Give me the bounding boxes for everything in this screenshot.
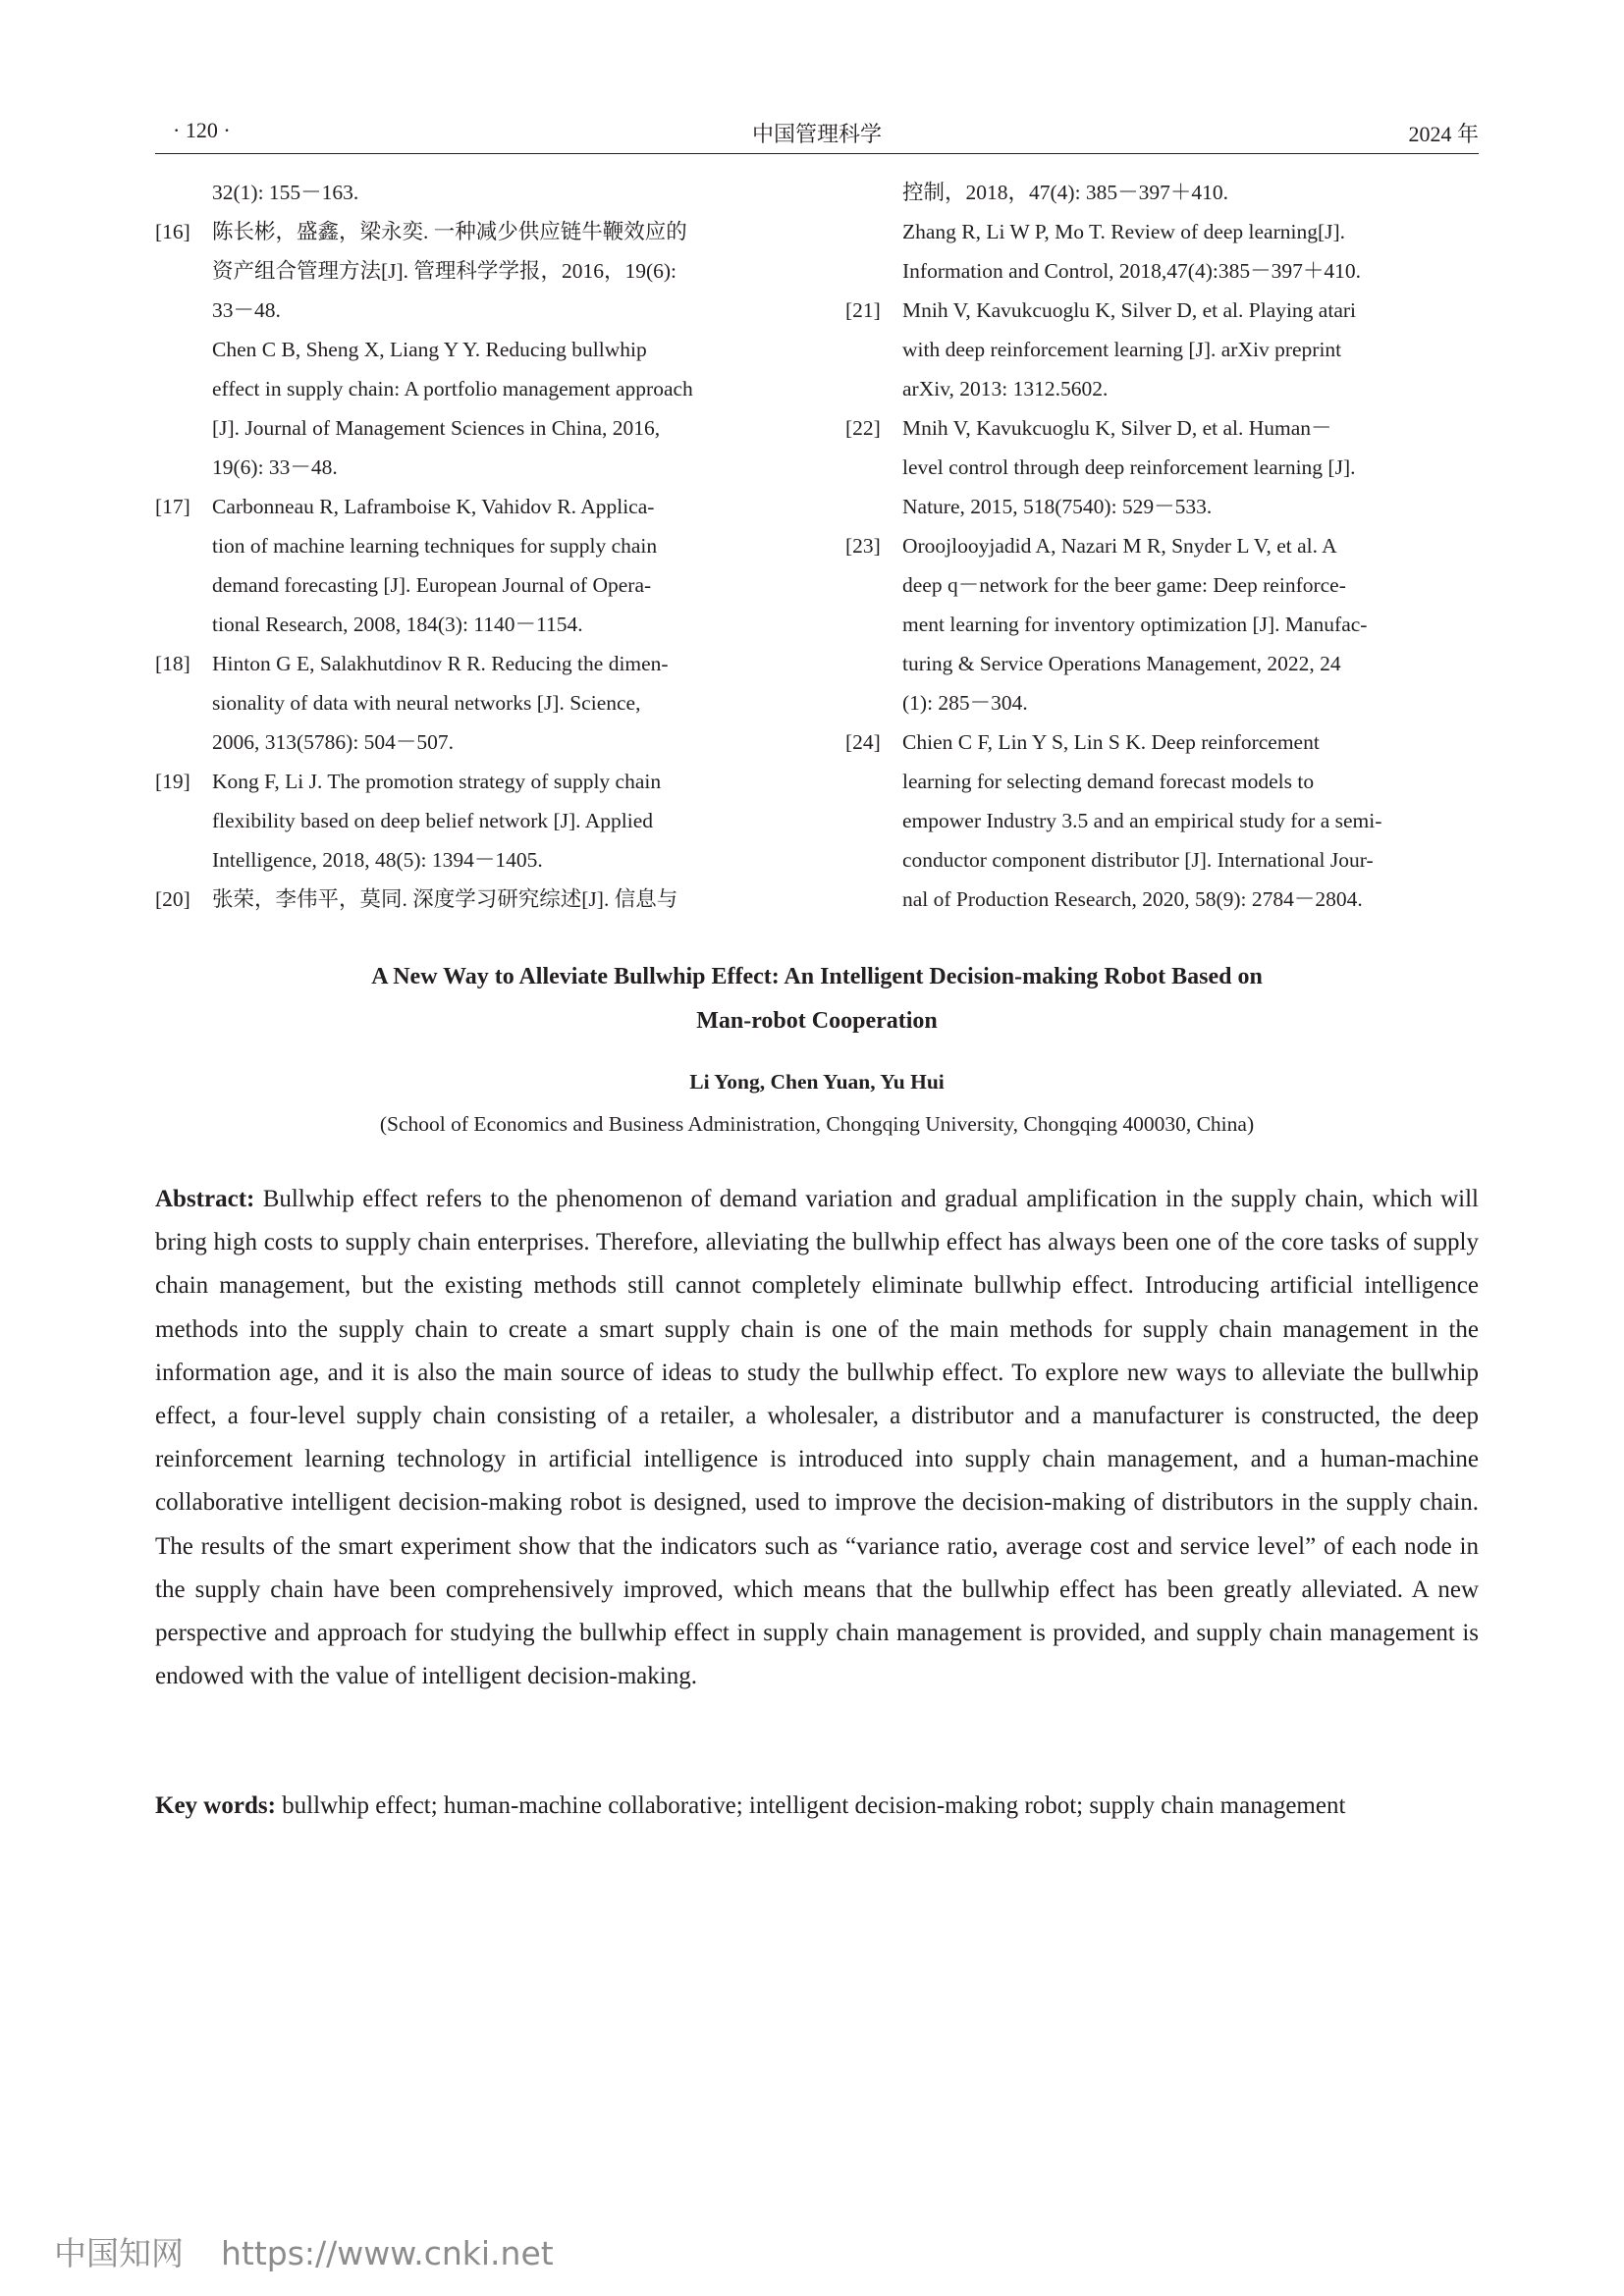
reference-line: turing & Service Operations Management, 2022, 24 <box>902 652 1341 675</box>
journal-name: 中国管理科学 <box>751 122 882 146</box>
page-number: · 120 · <box>173 118 231 142</box>
keywords-label: Key words: <box>155 1792 276 1819</box>
reference-item <box>155 880 788 919</box>
reference-line: learning for selecting demand forecast models to <box>902 770 1315 793</box>
watermark-name: 中国知网 <box>54 2234 184 2272</box>
reference-item <box>155 173 788 212</box>
keywords-text: bullwhip effect; human-machine collaborative; intelligent decision-making robot; supply chain management <box>282 1792 1346 1819</box>
reference-number: [16] <box>155 220 190 243</box>
reference-line: arXiv, 2013: 1312.5602. <box>902 377 1109 400</box>
reference-item <box>845 526 1479 722</box>
abstract-text: Bullwhip effect refers to the phenomenon of demand variation and gradual amplification in the supply chain, which will bring high costs to supply chain enterprises. Therefore, alleviating the bullwhip effect has always been one of the core tasks of supply chain management, but the existing methods still cannot completely eliminate bullwhip effect. Introducing artificial intelligence methods into the supply chain to create a smart supply chain is one of the main methods for supply chain management in the information age, and it is also the main source of ideas to study the bullwhip effect. To explore new ways to alleviate the bullwhip effect, a four-level supply chain consisting of a retailer, a wholesaler, a distributor and a manufacturer is constructed, the deep reinforcement learning technology in artificial intelligence is introduced into supply chain management, and a human-machine collaborative intelligent decision-making robot is designed, used to improve the decision-making of distributors in the supply chain. The results of the smart experiment show that the indicators such as “variance ratio, average cost and service level” of each node in the supply chain have been comprehensively improved, which means that the bullwhip effect has been greatly alleviated. A new perspective and approach for studying the bullwhip effect in supply chain management is provided, and supply chain management is endowed with the value of intelligent decision-making. <box>155 1186 1480 1690</box>
reference-line: Intelligence, 2018, 48(5): 1394－1405. <box>212 848 543 872</box>
reference-line: 张荣，李伟平，莫同. 深度学习研究综述[J]. 信息与 <box>212 887 678 911</box>
reference-number: [17] <box>155 495 190 518</box>
reference-line: 2006, 313(5786): 504－507. <box>212 730 455 754</box>
reference-line: empower Industry 3.5 and an empirical study for a semi- <box>902 809 1382 832</box>
reference-number: [21] <box>845 298 881 322</box>
reference-line: deep q－network for the beer game: Deep reinforce- <box>902 573 1346 597</box>
reference-line: 陈长彬，盛鑫，梁永奕. 一种减少供应链牛鞭效应的 <box>212 220 687 243</box>
reference-line: Chien C F, Lin Y S, Lin S K. Deep reinforcement <box>902 730 1320 754</box>
reference-line: Hinton G E, Salakhutdinov R R. Reducing the dimen- <box>212 652 669 675</box>
english-title-line: A New Way to Alleviate Bullwhip Effect: An Intelligent Decision-making Robot Based on <box>371 964 1263 989</box>
reference-line: nal of Production Research, 2020, 58(9): 2784－2804. <box>902 887 1363 911</box>
watermark-url[interactable]: https://www.cnki.net <box>221 2234 554 2272</box>
reference-line: effect in supply chain: A portfolio management approach <box>212 377 693 400</box>
reference-number: [22] <box>845 416 881 440</box>
reference-line: Kong F, Li J. The promotion strategy of supply chain <box>212 770 662 793</box>
reference-number: [18] <box>155 652 190 675</box>
english-title <box>155 955 1479 1043</box>
reference-line: flexibility based on deep belief network [J]. Applied <box>212 809 653 832</box>
abstract-label: Abstract: <box>155 1186 255 1212</box>
reference-line: [J]. Journal of Management Sciences in China, 2016, <box>212 416 661 440</box>
reference-line: ment learning for inventory optimization [J]. Manufac- <box>902 613 1368 636</box>
reference-line: demand forecasting [J]. European Journal of Opera- <box>212 573 652 597</box>
reference-line: sionality of data with neural networks [J]. Science, <box>212 691 641 715</box>
reference-line: 19(6): 33－48. <box>212 455 338 479</box>
reference-line: Oroojlooyjadid A, Nazari M R, Snyder L V, et al. A <box>902 534 1337 558</box>
reference-item <box>155 762 788 880</box>
reference-line: tion of machine learning techniques for supply chain <box>212 534 658 558</box>
reference-number: [20] <box>155 887 190 911</box>
reference-line: Zhang R, Li W P, Mo T. Review of deep learning[J]. <box>902 220 1346 243</box>
publication-year: 2024 年 <box>1408 122 1479 146</box>
reference-line: 33－48. <box>212 298 281 322</box>
references-left-column <box>155 173 788 919</box>
reference-line: with deep reinforcement learning [J]. arXiv preprint <box>902 338 1342 361</box>
reference-item <box>155 644 788 762</box>
reference-line: Mnih V, Kavukcuoglu K, Silver D, et al. Playing atari <box>902 298 1356 322</box>
english-title-line: Man-robot Cooperation <box>696 1008 938 1034</box>
reference-line: Chen C B, Sheng X, Liang Y Y. Reducing bullwhip <box>212 338 647 361</box>
reference-line: Information and Control, 2018,47(4):385－397＋410. <box>902 259 1361 283</box>
english-abstract <box>155 1178 1479 1698</box>
english-affiliation: (School of Economics and Business Administration, Chongqing University, Chongqing 400030, China) <box>379 1112 1255 1136</box>
reference-line: (1): 285－304. <box>902 691 1028 715</box>
page-header <box>155 116 1479 154</box>
reference-number: [19] <box>155 770 190 793</box>
reference-line: tional Research, 2008, 184(3): 1140－1154. <box>212 613 583 636</box>
reference-line: 32(1): 155－163. <box>212 181 359 204</box>
reference-item <box>845 291 1479 408</box>
reference-line: 资产组合管理方法[J]. 管理科学学报，2016，19(6): <box>212 259 677 283</box>
reference-line: Nature, 2015, 518(7540): 529－533. <box>902 495 1213 518</box>
english-keywords <box>155 1785 1479 1828</box>
cnki-watermark <box>54 2228 554 2274</box>
references-right-column <box>845 173 1479 919</box>
reference-line: Mnih V, Kavukcuoglu K, Silver D, et al. Human－ <box>902 416 1332 440</box>
reference-line: conductor component distributor [J]. International Jour- <box>902 848 1374 872</box>
reference-number: [24] <box>845 730 881 754</box>
reference-item <box>155 212 788 487</box>
reference-item <box>845 408 1479 526</box>
reference-line: 控制，2018，47(4): 385－397＋410. <box>902 181 1229 204</box>
reference-line: Carbonneau R, Laframboise K, Vahidov R. Applica- <box>212 495 655 518</box>
reference-item <box>845 722 1479 919</box>
english-authors: Li Yong, Chen Yuan, Yu Hui <box>689 1070 945 1094</box>
reference-item <box>845 173 1479 291</box>
reference-item <box>155 487 788 644</box>
reference-number: [23] <box>845 534 881 558</box>
reference-line: level control through deep reinforcement learning [J]. <box>902 455 1356 479</box>
